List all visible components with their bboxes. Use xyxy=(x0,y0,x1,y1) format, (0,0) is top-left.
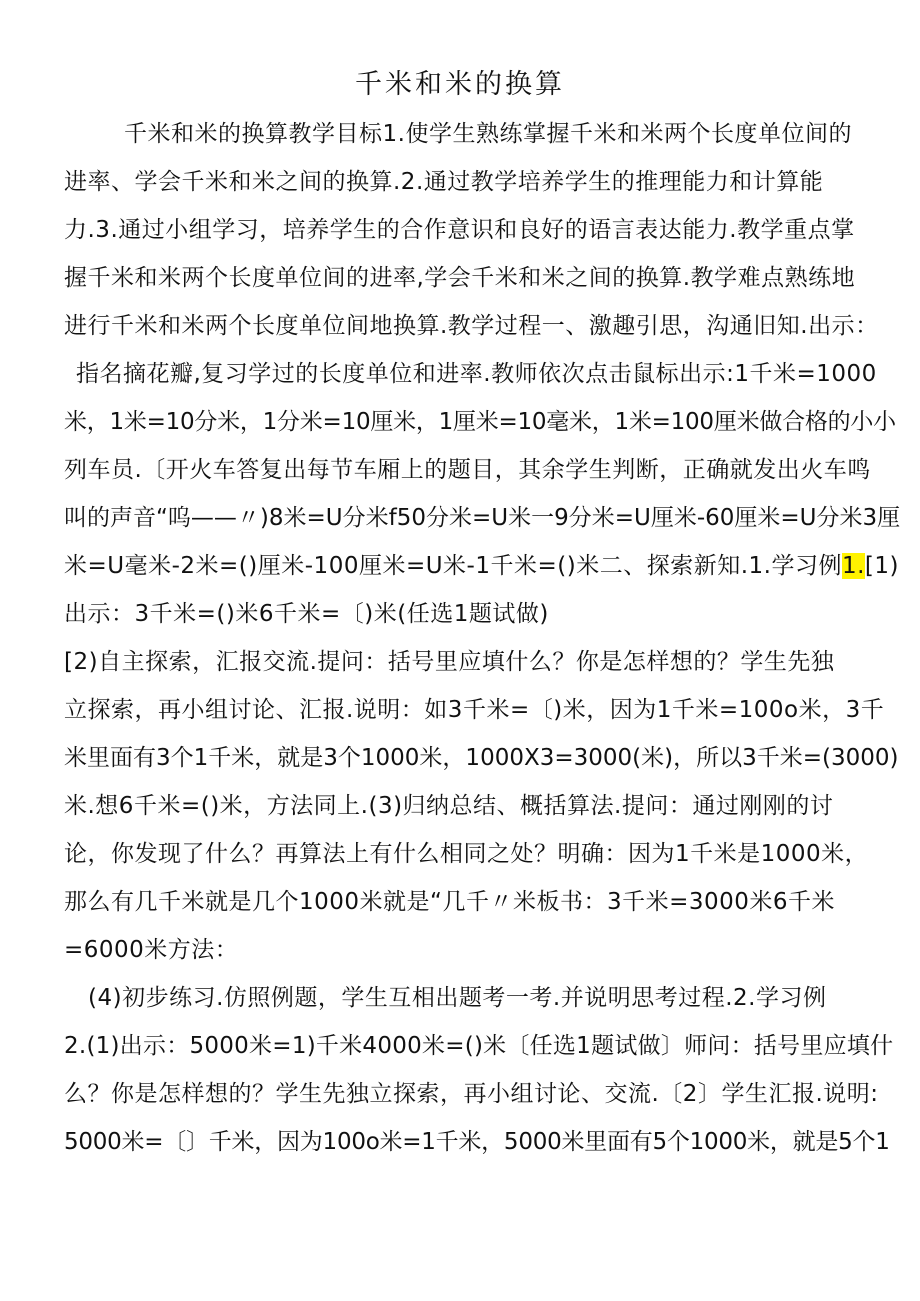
paragraph-line xyxy=(64,550,899,582)
paragraph-line: 列车员.〔开火车答复出每节车厢上的题目，其余学生判断，正确就发出火车鸣 xyxy=(64,457,871,483)
paragraph-line: 米里面有3个1千米，就是3个1000米，1000X3=3000(米)，所以3千米=(3000) xyxy=(64,745,899,771)
paragraph-line: 叫的声音“呜——〃)8米=U分米f50分米=U米一9分米=U厘米-60厘米=U分米3厘 xyxy=(64,505,901,531)
paragraph-line: (4)初步练习.仿照例题，学生互相出题考一考.并说明思考过程.2.学习例 xyxy=(88,985,827,1011)
line-text: 米=U毫米-2米=()厘米-100厘米=U米-1千米=()米二、探索新知.1.学习例 xyxy=(64,553,842,579)
paragraph-line: 2.(1)出示：5000米=1)千米4000米=()米〔任选1题试做〕师问：括号里应填什 xyxy=(64,1033,894,1059)
paragraph-line: 出示：3千米=()米6千米=〔)米(任选1题试做) xyxy=(64,601,549,627)
paragraph-line: 千米和米的换算教学目标1.使学生熟练掌握千米和米两个长度单位间的 xyxy=(124,121,852,147)
highlighted-text: 1. xyxy=(841,553,865,579)
paragraph-line: 握千米和米两个长度单位间的进率,学会千米和米之间的换算.教学难点熟练地 xyxy=(64,265,856,291)
paragraph-line: 么？你是怎样想的？学生先独立探索，再小组讨论、交流.〔2〕学生汇报.说明: xyxy=(64,1081,879,1107)
line-text: [1) xyxy=(864,553,900,579)
paragraph-line: 米.想6千米=()米，方法同上.(3)归纳总结、概括算法.提问：通过刚刚的讨 xyxy=(64,793,834,819)
paragraph-line: [2)自主探索，汇报交流.提问：括号里应填什么？你是怎样想的？学生先独 xyxy=(64,649,835,675)
paragraph-line: 那么有几千米就是几个1000米就是“几千〃米板书：3千米=3000米6千米 xyxy=(64,889,836,915)
paragraph-line: =6000米方法： xyxy=(64,937,239,963)
paragraph-line: 进行千米和米两个长度单位间地换算.教学过程一、激趣引思，沟通旧知.出示： xyxy=(64,313,879,339)
paragraph-line: 力.3.通过小组学习，培养学生的合作意识和良好的语言表达能力.教学重点掌 xyxy=(64,217,855,243)
document-title: 千米和米的换算 xyxy=(355,69,565,100)
paragraph-line: 5000米=〔〕千米，因为100o米=1千米，5000米里面有5个1000米，就是5个1 xyxy=(64,1129,890,1155)
paragraph-line: 论，你发现了什么？再算法上有什么相同之处？明确：因为1千米是1000米， xyxy=(64,841,869,867)
paragraph-line: 指名摘花瓣,复习学过的长度单位和进率.教师依次点击鼠标出示:1千米=1000 xyxy=(76,361,877,387)
paragraph-line: 米，1米=10分米，1分米=10厘米，1厘米=10毫米，1米=100厘米做合格的小小 xyxy=(64,409,896,435)
paragraph-line: 立探索，再小组讨论、汇报.说明：如3千米=〔)米，因为1千米=100o米，3千 xyxy=(64,697,885,723)
paragraph-line: 进率、学会千米和米之间的换算.2.通过教学培养学生的推理能力和计算能 xyxy=(64,169,824,195)
